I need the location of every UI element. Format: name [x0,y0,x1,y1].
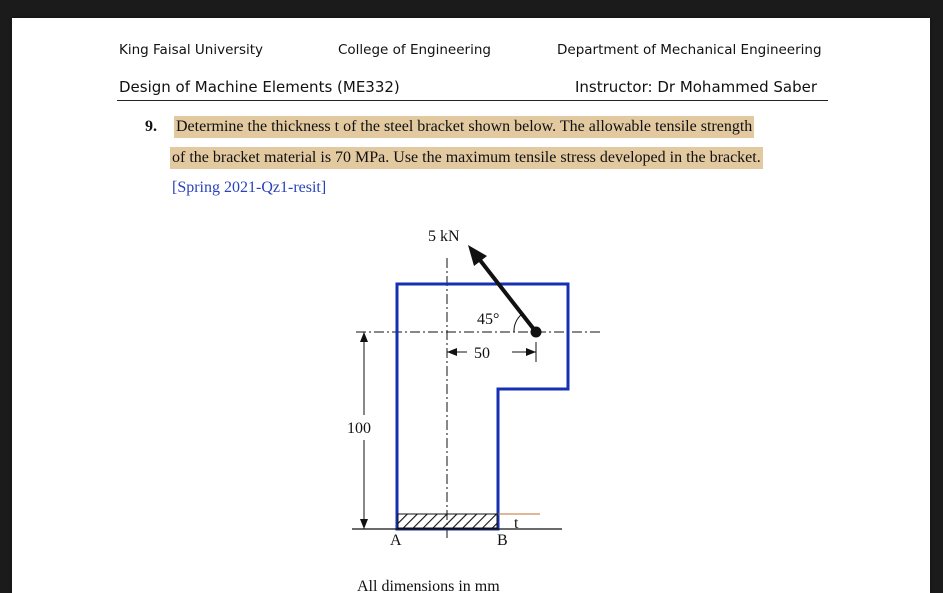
question-reference: [Spring 2021-Qz1-resit] [172,179,327,196]
question-line-2: of the bracket material is 70 MPa. Use the maximum tensile stress developed in the bracket. [170,147,763,169]
header-department: Department of Mechanical Engineering [557,42,822,58]
offset-arrow-right [526,348,536,356]
question-line-1: Determine the thickness t of the steel bracket shown below. The allowable tensile strength [174,116,754,138]
header-college: College of Engineering [338,42,491,58]
height-label: 100 [347,420,371,437]
hatched-section [398,514,497,528]
height-arrow-bottom [360,519,368,529]
point-a-label: A [390,532,402,549]
figure-caption: All dimensions in mm [357,578,500,593]
offset-label: 50 [474,345,490,362]
angle-arc [514,314,522,332]
point-b-label: B [497,532,508,549]
header-course: Design of Machine Elements (ME332) [119,78,400,96]
angle-label: 45° [477,311,500,328]
header-university: King Faisal University [119,42,264,58]
thickness-label: t [514,515,519,532]
load-point [531,327,542,338]
height-arrow-top [360,332,368,342]
question-number: 9. [145,118,157,135]
offset-arrow-left [447,348,457,356]
header-instructor: Instructor: Dr Mohammed Saber [575,78,818,96]
force-label: 5 kN [428,228,460,245]
